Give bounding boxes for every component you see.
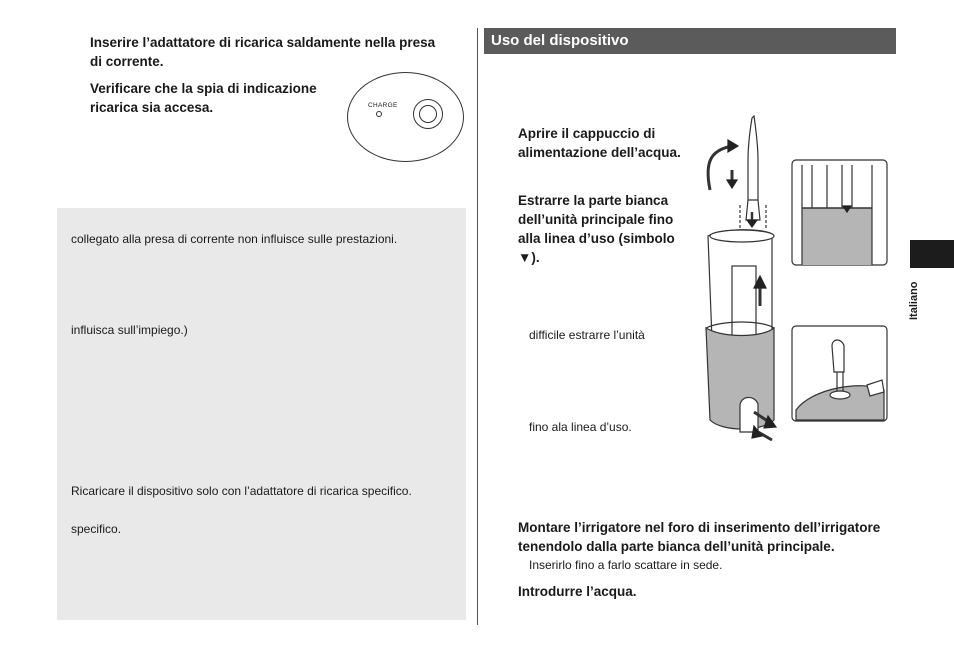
charge-label: CHARGE	[368, 102, 398, 109]
right-step-3-note: Inserirlo fino a farlo scattare in sede.	[529, 558, 723, 572]
right-step-3: Montare l’irrigatore nel foro di inserimento dell’irrigatore tenendolo dalla parte bianca dell’unità principale.	[518, 520, 881, 554]
left-step-1: Inserire l’adattatore di ricarica saldamente nella presa di corrente.	[90, 35, 436, 69]
note-2: influisca sull’impiego.)	[71, 323, 188, 337]
notes-panel	[57, 208, 466, 620]
section-header: Uso del dispositivo	[484, 28, 896, 54]
language-tab	[910, 240, 954, 268]
charge-led-icon	[376, 111, 382, 117]
power-button-icon	[413, 99, 443, 129]
right-step-2: Estrarre la parte bianca dell’unità principale fino alla linea d’uso (simbolo ▼).	[518, 193, 675, 265]
left-step-2: Verificare che la spia di indicazione ricarica sia accesa.	[90, 81, 317, 115]
device-illustration	[692, 110, 892, 450]
power-button-inner-icon	[419, 105, 437, 123]
right-step-4: Introdurre l’acqua.	[518, 584, 637, 599]
language-label: Italiano	[908, 281, 920, 320]
right-note-2: fino ala linea d’uso.	[529, 420, 632, 434]
column-divider	[477, 28, 478, 625]
right-note-1: difficile estrarre l’unità	[529, 328, 645, 342]
note-4: specifico.	[71, 522, 122, 536]
right-step-1: Aprire il cappuccio di alimentazione dell’acqua.	[518, 126, 681, 160]
note-3: Ricaricare il dispositivo solo con l’adattatore di ricarica specifico.	[71, 484, 412, 498]
charge-indicator-illustration	[347, 72, 464, 162]
note-1: collegato alla presa di corrente non influisce sulle prestazioni.	[71, 232, 398, 246]
